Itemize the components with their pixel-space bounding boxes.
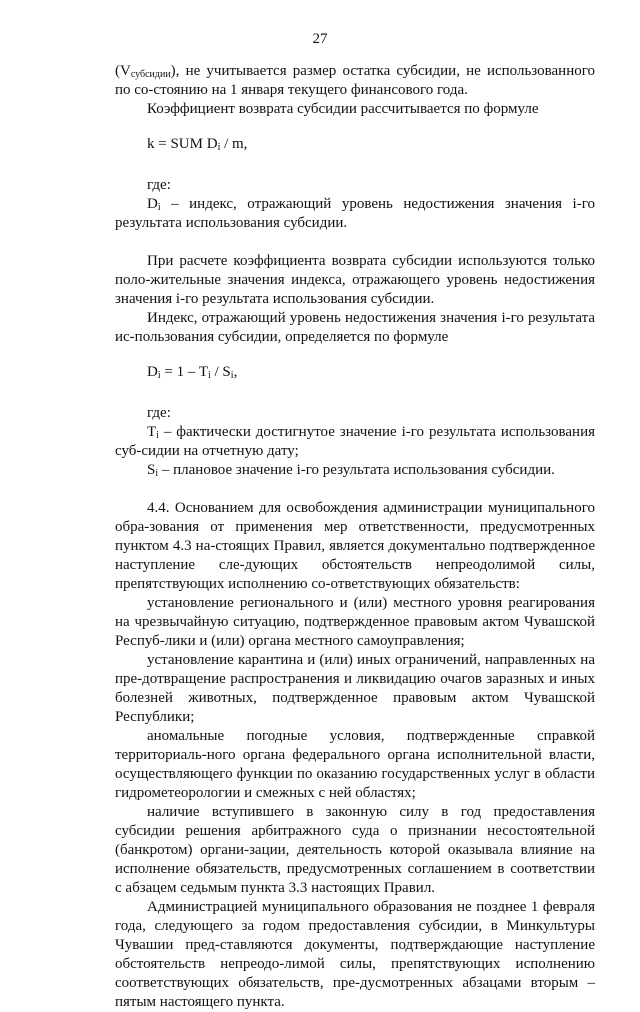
formula2-t-sub: i [207, 370, 211, 381]
formula2-d: D [147, 364, 158, 380]
list-item: установление карантина и (или) иных ограничений, направленных на пре-дотвращение распространения и ликвидацию очагов заразных и иных болезней животных, подтвержденное правовым актом Чувашской Республики; [115, 652, 595, 725]
spacer [115, 233, 595, 252]
definition-d-symbol: D [147, 196, 158, 212]
formula2-mid: = 1 – T [160, 364, 208, 380]
paragraph-subsidy-remainder-text: ), не учитывается размер остатка субсидии, не использованного по со-стоянию на 1 января текущего финансового года. [115, 63, 595, 98]
definition-t-text: – фактически достигнутое значение i-го результата использования суб-сидии на отчетную дату; [115, 424, 595, 459]
formula1-left: k = SUM D [147, 136, 218, 152]
formula2-d-sub: i [157, 370, 161, 381]
definition-d-text: – индекс, отражающий уровень недостижения значения i-го результата использования субсидии. [115, 196, 595, 231]
formula-return-coefficient [115, 135, 595, 154]
paragraph-return-coefficient: Коэффициент возврата субсидии рассчитывается по формуле [147, 101, 539, 117]
paragraph-4-4: 4.4. Основанием для освобождения администрации муниципального обра-зования от применения мер ответственности, предусмотренных пунктом 4.3 на-стоящих Правил, является документально подтвержденное наступление сле-дующих обстоятельств непреодолимой силы, препятствующих исполнению со-ответствующих обязательств: [115, 500, 595, 592]
spacer [115, 119, 595, 135]
formula2-slash: / S [210, 364, 231, 380]
definition-s-sub: i [155, 468, 159, 479]
definition-t [115, 423, 595, 461]
where-label: где: [147, 177, 171, 193]
definition-t-symbol: T [147, 424, 157, 440]
spacer [115, 154, 595, 176]
paragraph-subsidy-remainder [115, 62, 595, 100]
definition-d-sub: i [157, 202, 161, 213]
paragraph-positive-values: При расчете коэффициента возврата субсидии используются только поло-жительные значения индекса, отражающего уровень недостижения значения i-го результата использования субсидии. [115, 253, 595, 307]
list-item: установление регионального и (или) местного уровня реагирования на чрезвычайную ситуацию, подтвержденное правовым актом Чувашской Респуб-лики и (или) органа местного самоуправления; [115, 595, 595, 649]
definition-s-text: – плановое значение i-го результата использования субсидии. [158, 462, 555, 478]
page-number: 27 [312, 31, 328, 47]
list-item: аномальные погодные условия, подтвержденные справкой территориаль-ного органа федерального органа исполнительной власти, осуществляющего функции по оказанию государственных услуг в области гидрометеорологии и смежных с ней областях; [115, 728, 595, 801]
formula1-sub: i [217, 142, 221, 153]
formula1-right: / m, [220, 136, 248, 152]
definition-t-sub: i [156, 430, 159, 441]
v-subscript: субсидии [130, 69, 171, 80]
list-item: наличие вступившего в законную силу в год предоставления субсидии решения арбитражного суда о признании несостоятельной (банкротом) органи-зации, деятельность которой оказывала влияние на исполнение обязательств, предусмотренных соглашением в соответствии с абзацем седьмым пункта 3.3 настоящих Правил. [115, 804, 595, 896]
formula2-end: , [233, 364, 238, 380]
spacer [115, 382, 595, 404]
definition-d [115, 195, 595, 233]
paragraph-index-formula-intro: Индекс, отражающий уровень недостижения значения i-го результата ис-пользования субсидии, определяется по формуле [115, 310, 595, 345]
where-label: где: [147, 405, 171, 421]
v-open: (V [115, 63, 131, 79]
formula2-s-sub: i [230, 370, 234, 381]
formula-index [115, 363, 595, 382]
definition-s [115, 461, 595, 480]
spacer [115, 347, 595, 363]
paragraph-documents-deadline: Администрацией муниципального образования не позднее 1 февраля года, следующего за годом предоставления субсидии, в Минкультуры Чувашии пред-ставляются документы, подтверждающие наступление обстоятельств непреодо-лимой силы, препятствующих исполнению соответствующих обязательств, пре-дусмотренных абзацами вторым – пятым настоящего пункта. [115, 899, 595, 1010]
spacer [115, 480, 595, 499]
definition-s-symbol: S [147, 462, 156, 478]
page-content [115, 62, 595, 1012]
